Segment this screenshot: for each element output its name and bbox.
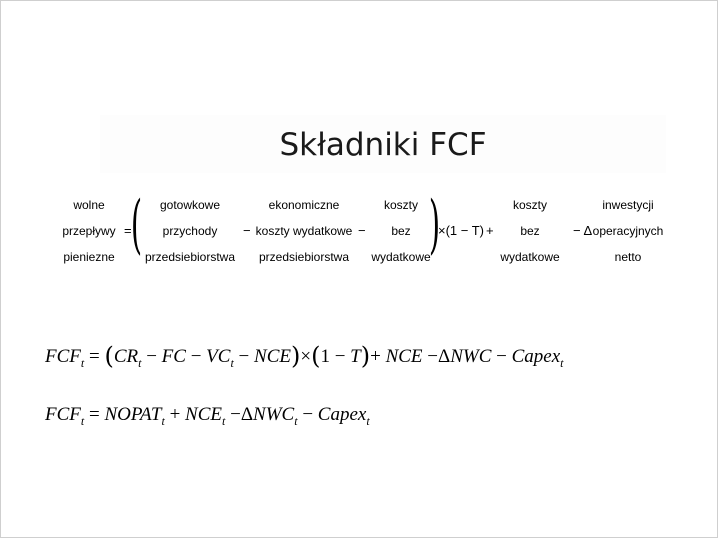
- word-col-5-line: operacyjnych: [592, 224, 664, 238]
- f2-nopat-sub: t: [161, 414, 165, 428]
- word-col-5: [588, 198, 668, 264]
- f1-capex: Capex: [511, 346, 561, 367]
- word-equals: =: [124, 223, 132, 238]
- word-minus-delta: − Δ: [573, 223, 593, 238]
- word-col-2-line: ekonomiczne: [268, 198, 340, 212]
- f1-nwc: NWC: [450, 346, 492, 367]
- word-col-5-line: inwestycji: [602, 198, 654, 212]
- word-col-3-line: bez: [391, 224, 411, 238]
- f1-cr: CR: [113, 346, 139, 367]
- word-col-1-line: przychody: [162, 224, 218, 238]
- word-lhs: [54, 198, 124, 264]
- f2-plus: +: [169, 404, 181, 425]
- f1-times: ×: [300, 346, 312, 367]
- word-col-4-line: koszty: [512, 198, 547, 212]
- f1-eq: =: [88, 346, 100, 367]
- word-col-3: [366, 198, 436, 264]
- left-paren: (: [130, 188, 143, 262]
- slide-title: Składniki FCF: [279, 127, 487, 163]
- word-col-1: [138, 198, 242, 264]
- word-col-1-line: gotowkowe: [159, 198, 221, 212]
- word-minus-2: −: [358, 223, 366, 238]
- f1-close-paren: ): [290, 342, 301, 370]
- f1-lhs: FCF: [45, 346, 81, 367]
- right-paren: ): [428, 188, 441, 262]
- formula-fcf-nopat: [45, 404, 370, 429]
- f2-nwc-sub: t: [294, 414, 298, 428]
- f1-fc: FC: [161, 346, 186, 367]
- formula-fcf-detailed: [45, 342, 564, 371]
- word-col-2-line: koszty wydatkowe: [255, 224, 353, 238]
- f1-open-paren-2: (: [311, 342, 321, 370]
- word-times-tax: ×(1 − T): [438, 223, 485, 238]
- f2-nopat: NOPAT: [104, 404, 162, 425]
- f1-minus: −: [238, 346, 250, 367]
- f1-minus: −: [190, 346, 202, 367]
- f2-lhs: FCF: [45, 404, 81, 425]
- word-col-3-line: koszty: [383, 198, 418, 212]
- f2-eq: =: [88, 404, 100, 425]
- f2-nce: NCE: [185, 404, 222, 425]
- f1-minus: −: [334, 346, 346, 367]
- word-col-2-line: przedsiebiorstwa: [258, 250, 350, 264]
- word-lhs-line: przepływy: [62, 224, 116, 238]
- f1-minus: −: [496, 346, 507, 367]
- word-minus-1: −: [243, 223, 251, 238]
- f1-capex-sub: t: [560, 356, 564, 370]
- f1-vc: VC: [206, 346, 231, 367]
- f1-nce: NCE: [254, 346, 291, 367]
- f1-plus: +: [370, 346, 381, 367]
- word-equation: [40, 188, 680, 264]
- f1-cr-sub: t: [138, 356, 142, 370]
- f1-one: 1: [320, 346, 330, 367]
- f1-open-paren: (: [104, 342, 114, 370]
- word-plus: +: [486, 223, 494, 238]
- f2-minus: −: [302, 404, 314, 425]
- f1-minus: −: [146, 346, 157, 367]
- word-col-1-line: przedsiebiorstwa: [144, 250, 236, 264]
- f2-minus: −: [230, 404, 241, 425]
- f1-nce-2: NCE: [385, 346, 423, 367]
- f2-nwc: NWC: [253, 404, 295, 425]
- f1-lhs-sub: t: [80, 356, 85, 370]
- f2-delta: Δ: [240, 404, 254, 425]
- f2-capex-sub: t: [366, 414, 370, 428]
- f2-lhs-sub: t: [80, 414, 85, 428]
- word-col-2: [250, 198, 358, 264]
- f2-capex: Capex: [317, 404, 367, 425]
- word-col-4-line: wydatkowe: [500, 250, 560, 264]
- word-lhs-line: pieniezne: [63, 250, 115, 264]
- f1-minus: −: [427, 346, 438, 367]
- word-col-4: [494, 198, 566, 264]
- f1-vc-sub: t: [230, 356, 234, 370]
- word-col-4-line: bez: [520, 224, 540, 238]
- f1-delta: Δ: [438, 346, 451, 367]
- word-col-5-line: netto: [614, 250, 642, 264]
- word-lhs-line: wolne: [73, 198, 105, 212]
- f1-close-paren-2: ): [360, 342, 371, 370]
- word-col-3-line: wydatkowe: [371, 250, 431, 264]
- f2-nce-sub: t: [222, 414, 226, 428]
- f1-tax: T: [350, 346, 361, 367]
